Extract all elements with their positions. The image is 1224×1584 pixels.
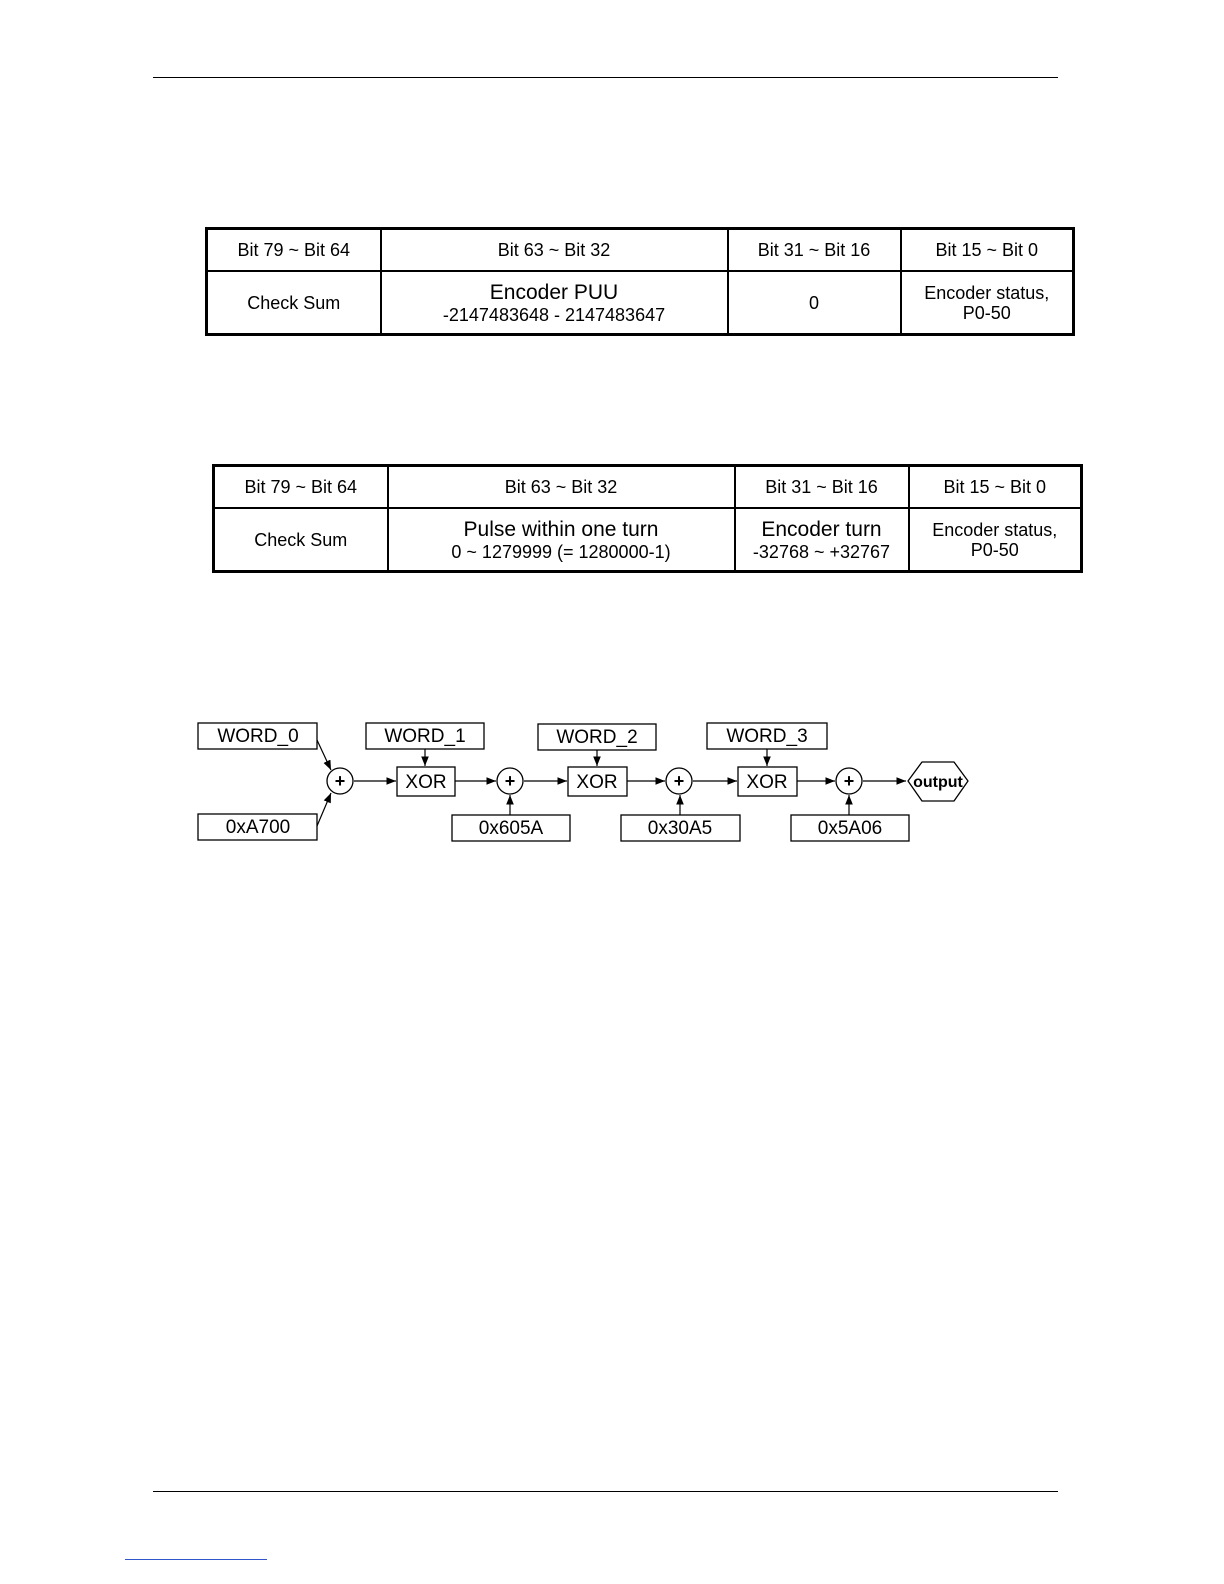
footer-link-underline[interactable] — [125, 1559, 267, 1560]
xor3-label: XOR — [746, 772, 788, 793]
xor2-label: XOR — [576, 772, 618, 793]
xor1-label: XOR — [405, 772, 447, 793]
header-bit63-32: Bit 63 ~ Bit 32 — [381, 229, 728, 272]
output-label: output — [913, 774, 963, 791]
arrow-word0-to-adder0 — [317, 740, 331, 770]
adder2-symbol: + — [673, 771, 685, 791]
header-bit15-0: Bit 15 ~ Bit 0 — [909, 466, 1082, 509]
checksum-cell: Check Sum — [214, 508, 388, 572]
encoder-status-line2: P0-50 — [962, 302, 1011, 323]
checksum-cell: Check Sum — [207, 271, 381, 335]
adder0-symbol: + — [334, 771, 346, 791]
encoder-turn-range: -32768 ~ +32767 — [752, 541, 891, 562]
header-bit15-0: Bit 15 ~ Bit 0 — [901, 229, 1074, 272]
header-bit31-16: Bit 31 ~ Bit 16 — [728, 229, 901, 272]
encoder-status-line2: P0-50 — [970, 539, 1019, 560]
encoder-turn-title: Encoder turn — [761, 517, 882, 541]
const2-label: 0x30A5 — [647, 818, 713, 839]
adder3-symbol: + — [843, 771, 855, 791]
const1-label: 0x605A — [478, 818, 544, 839]
pulse-title: Pulse within one turn — [463, 517, 659, 541]
word2-label: WORD_2 — [556, 727, 638, 748]
header-bit79-64: Bit 79 ~ Bit 64 — [207, 229, 381, 272]
word1-label: WORD_1 — [384, 726, 466, 747]
const3-label: 0x5A06 — [817, 818, 883, 839]
encoder-status-line1: Encoder status, — [924, 282, 1050, 303]
pulse-range: 0 ~ 1279999 (= 1280000-1) — [451, 541, 671, 562]
adder1-symbol: + — [504, 771, 516, 791]
encoder-status-line1: Encoder status, — [932, 519, 1058, 540]
zero-cell: 0 — [728, 271, 901, 335]
word0-label: WORD_0 — [217, 726, 299, 747]
header-bit63-32: Bit 63 ~ Bit 32 — [388, 466, 735, 509]
encoder-puu-range: -2147483648 - 2147483647 — [442, 304, 666, 325]
arrow-const0-to-adder0 — [317, 793, 331, 826]
header-bit31-16: Bit 31 ~ Bit 16 — [735, 466, 909, 509]
encoder-puu-title: Encoder PUU — [489, 280, 619, 304]
header-bit79-64: Bit 79 ~ Bit 64 — [214, 466, 388, 509]
const0-label: 0xA700 — [225, 817, 291, 838]
word3-label: WORD_3 — [726, 726, 808, 747]
footer-rule — [153, 1491, 1058, 1492]
